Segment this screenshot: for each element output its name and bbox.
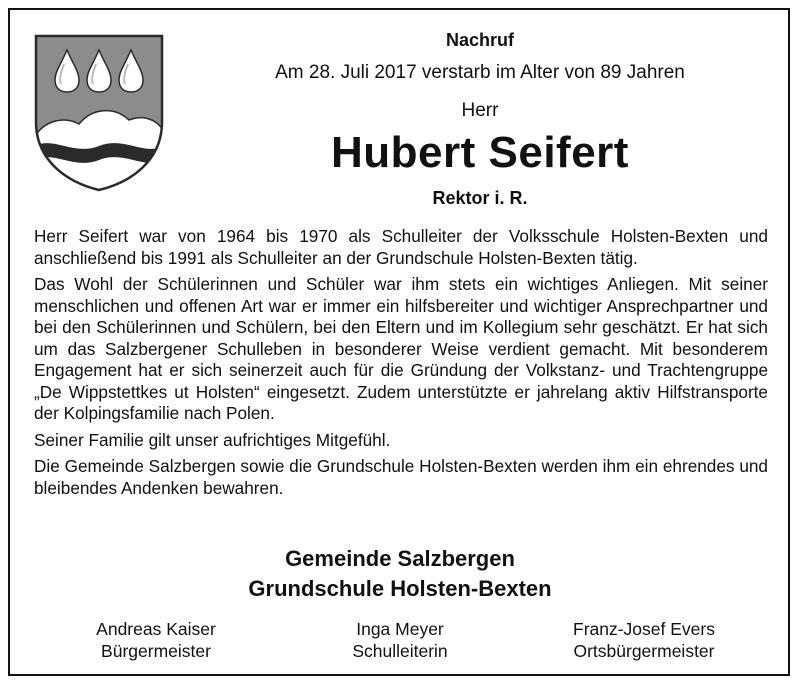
signatory-role: Bürgermeister: [101, 641, 211, 661]
signatory: [290, 618, 510, 662]
body-paragraph: Die Gemeinde Salzbergen sowie die Grundschule Holsten-Bexten werden ihm ein ehrendes und bleibendes Andenken bewahren.: [34, 456, 768, 498]
death-date-line: Am 28. Juli 2017 verstarb im Alter von 89 Jahren: [275, 62, 685, 83]
organization-municipality: Gemeinde Salzbergen: [285, 546, 515, 571]
deceased-title: Rektor i. R.: [432, 188, 528, 208]
body-paragraph: Seiner Familie gilt unser aufrichtiges Mitgefühl.: [34, 429, 391, 450]
nachruf-heading: Nachruf: [445, 30, 514, 50]
signatory: [534, 618, 754, 662]
signatory-role: Schulleiterin: [352, 641, 448, 661]
coat-of-arms-icon: [34, 34, 164, 192]
salutation: Herr: [461, 100, 499, 121]
signatory-name: Franz-Josef Evers: [573, 619, 715, 639]
body-paragraph: Herr Seifert war von 1964 bis 1970 als Schulleiter der Volksschule Holsten-Bexten und anschließend bis 1991 als Schulleiter an der Grundschule Holsten-Bexten tätig.: [34, 226, 768, 268]
signatory-name: Andreas Kaiser: [96, 619, 216, 639]
signatory: [46, 618, 266, 662]
obituary-body: [34, 226, 768, 504]
deceased-name: Hubert Seifert: [331, 128, 629, 177]
signatory-role: Ortsbürgermeister: [573, 641, 715, 661]
organization-school: Grundschule Holsten-Bexten: [248, 576, 552, 601]
body-paragraph: Das Wohl der Schülerinnen und Schüler war ihm stets ein wichtiges Anliegen. Mit seiner menschlichen und offenen Art war er immer ein hilfsbereiter und wichtiger Ansprechpartner und bei den Schülerinnen und Schülern, bei den Eltern und im Kollegium sehr geschätzt. Er hat sich um das Salzbergener Schulleben in besonderer Weise verdient gemacht. Mit besonderem Engagement hat er sich seinerzeit auch für die Gründung der Volkstanz- und Trachtengruppe „De Wippstettkes ut Holsten“ eingesetzt. Zudem unterstützte er jahrelang aktiv Hilfstransporte der Kolpingsfamilie nach Polen.: [34, 274, 768, 423]
signatory-name: Inga Meyer: [356, 619, 444, 639]
